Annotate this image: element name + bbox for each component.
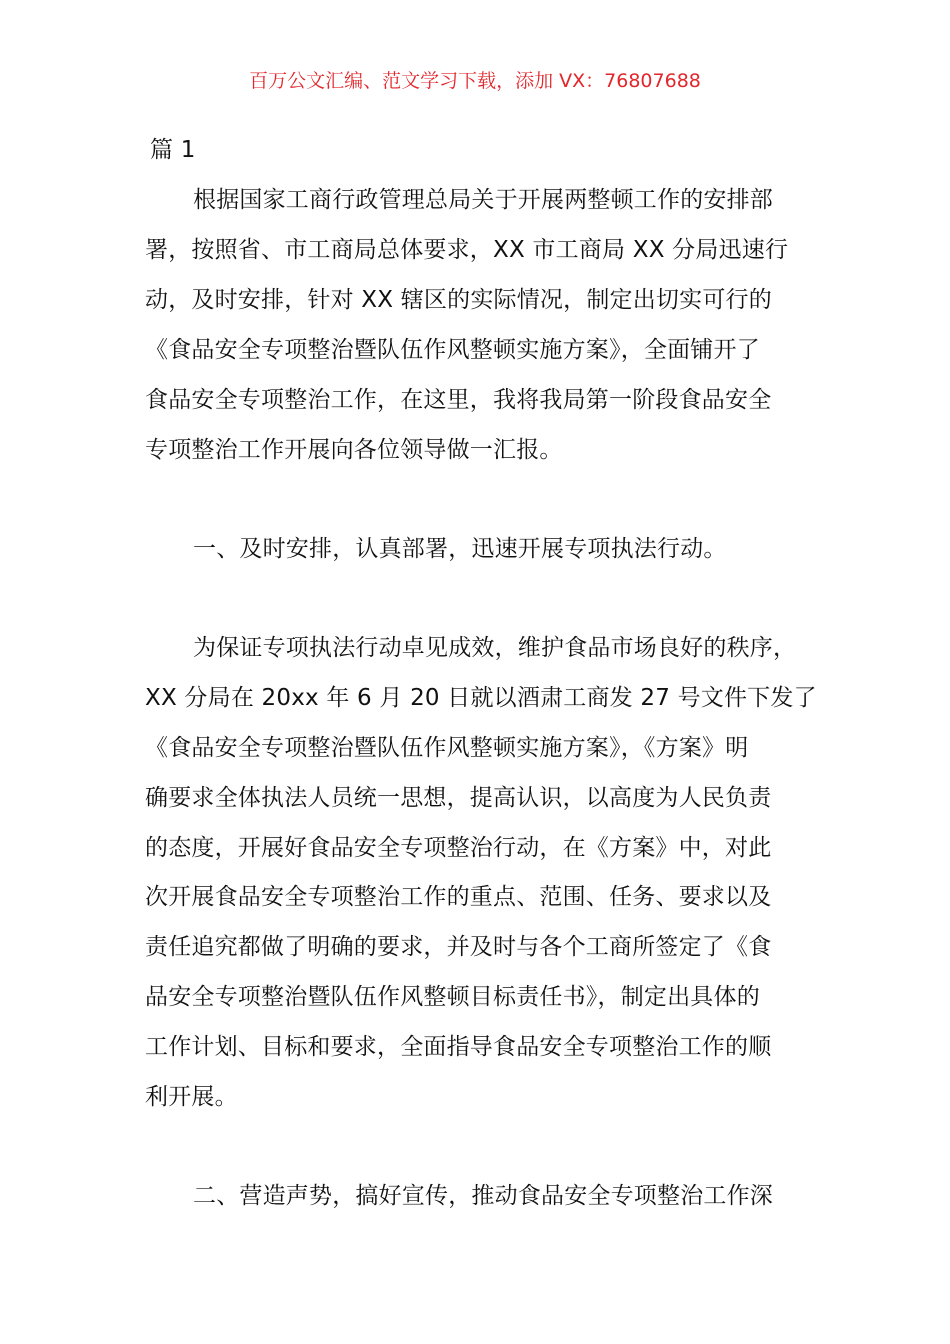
paragraph-line: 《食品安全专项整治暨队伍作风整顿实施方案》，全面铺开了	[145, 337, 760, 363]
paragraph-line: 的态度，开展好食品安全专项整治行动，在《方案》中，对此	[145, 835, 772, 861]
paragraph-line: 《食品安全专项整治暨队伍作风整顿实施方案》，《方案》明	[145, 735, 749, 761]
paragraph-line: 动，及时安排，针对 XX 辖区的实际情况，制定出切实可行的	[145, 287, 772, 313]
paragraph-line: 工作计划、目标和要求，全面指导食品安全专项整治工作的顺	[145, 1034, 772, 1060]
paragraph-line: 署，按照省、市工商局总体要求，XX 市工商局 XX 分局迅速行	[145, 237, 789, 263]
paragraph-line: 食品安全专项整治工作，在这里，我将我局第一阶段食品安全	[145, 387, 772, 413]
paragraph-line: 根据国家工商行政管理总局关于开展两整顿工作的安排部	[193, 187, 773, 213]
paragraph-line: 品安全专项整治暨队伍作风整顿目标责任书》，制定出具体的	[145, 984, 760, 1010]
watermark-header: 百万公文汇编、范文学习下载，添加 VX：76807688	[249, 70, 701, 92]
paragraph-line: 为保证专项执法行动卓见成效，维护食品市场良好的秩序，	[193, 635, 797, 661]
paragraph-line: XX 分局在 20xx 年 6 月 20 日就以酒肃工商发 27 号文件下发了	[145, 685, 817, 711]
paragraph-line: 利开展。	[145, 1084, 238, 1110]
paragraph-line: 专项整治工作开展向各位领导做一汇报。	[145, 437, 563, 463]
paragraph-line: 次开展食品安全专项整治工作的重点、范围、任务、要求以及	[145, 884, 772, 910]
section-heading: 二、营造声势，搞好宣传，推动食品安全专项整治工作深	[193, 1183, 773, 1209]
paragraph-line: 责任追究都做了明确的要求，并及时与各个工商所签定了《食	[145, 934, 772, 960]
paragraph-line: 确要求全体执法人员统一思想，提高认识，以高度为人民负责	[145, 785, 772, 811]
section-heading: 一、及时安排，认真部署，迅速开展专项执法行动。	[193, 536, 727, 562]
section-label: 篇 1	[150, 137, 196, 163]
